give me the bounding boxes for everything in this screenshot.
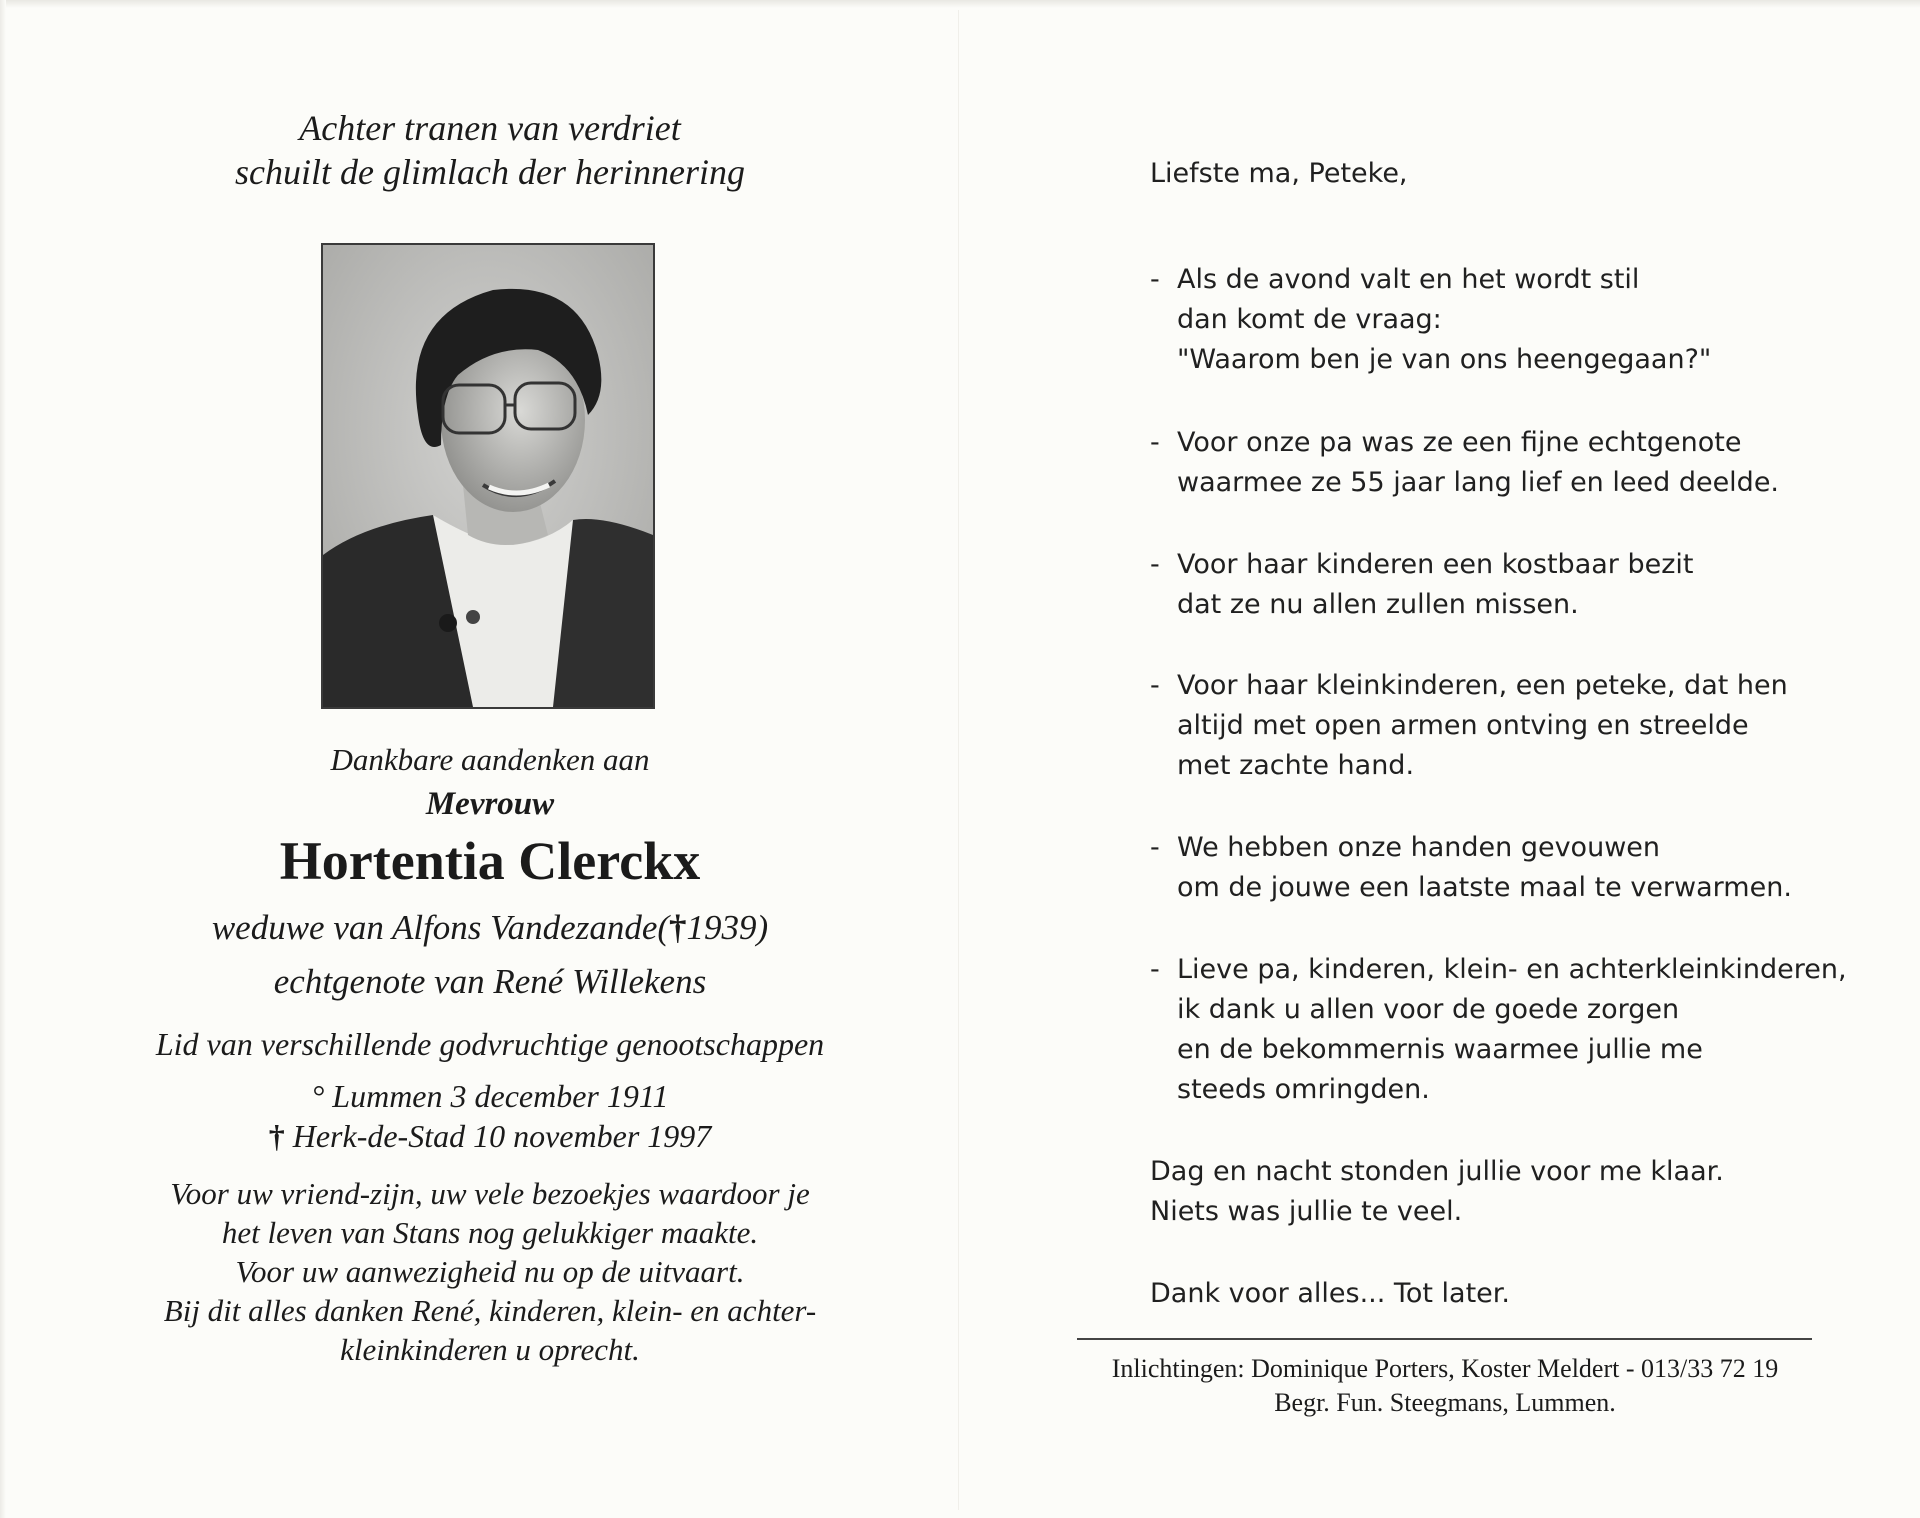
thanks-text bbox=[80, 1174, 900, 1369]
stanza bbox=[1150, 828, 1792, 908]
stanza-line: steeds omringden. bbox=[1177, 1074, 1430, 1105]
stanza-line: ik dank u allen voor de goede zorgen bbox=[1177, 994, 1680, 1025]
thanks-line: het leven van Stans nog gelukkiger maakte. bbox=[221, 1215, 759, 1250]
dash: - bbox=[1150, 832, 1160, 863]
relation-spouse: echtgenote van René Willekens bbox=[273, 962, 707, 1001]
relation-widow-year: 1939) bbox=[686, 908, 769, 947]
stanza-line: waarmee ze 55 jaar lang lief en leed deelde. bbox=[1177, 467, 1780, 498]
portrait-photo bbox=[321, 243, 655, 709]
dash: - bbox=[1150, 264, 1160, 295]
stanza bbox=[1150, 260, 1711, 380]
dash: - bbox=[1150, 670, 1160, 701]
divider bbox=[1077, 1338, 1812, 1340]
farewell: Dank voor alles... Tot later. bbox=[1150, 1278, 1510, 1309]
stanza-line: Als de avond valt en het wordt stil bbox=[1177, 264, 1640, 295]
motto-line: Achter tranen van verdriet bbox=[299, 108, 681, 148]
thanks-line: kleinkinderen u oprecht. bbox=[340, 1332, 640, 1367]
closing-line: Dag en nacht stonden jullie voor me klaar. bbox=[1150, 1156, 1724, 1187]
stanza bbox=[1150, 950, 1847, 1110]
dash: - bbox=[1150, 549, 1160, 580]
stanza-line: dan komt de vraag: bbox=[1177, 304, 1442, 335]
paper-edge-left bbox=[0, 0, 6, 1518]
greeting: Liefste ma, Peteke, bbox=[1150, 158, 1408, 189]
stanza-line: We hebben onze handen gevouwen bbox=[1177, 832, 1660, 863]
card-fold bbox=[958, 10, 959, 1510]
info-block bbox=[1060, 1352, 1830, 1420]
stanza-line: dat ze nu allen zullen missen. bbox=[1177, 589, 1579, 620]
stanza-line: met zachte hand. bbox=[1177, 750, 1415, 781]
stanza-line: Voor onze pa was ze een fijne echtgenote bbox=[1177, 427, 1742, 458]
death-line bbox=[80, 1118, 900, 1155]
relation-widow-text: weduwe van Alfons Vandezande( bbox=[211, 908, 670, 947]
birth-line: ° Lummen 3 december 1911 bbox=[311, 1078, 669, 1114]
stanza-line: Voor haar kleinkinderen, een peteke, dat hen bbox=[1177, 670, 1788, 701]
stanza-line: altijd met open armen ontving en streelde bbox=[1177, 710, 1749, 741]
motto bbox=[80, 106, 900, 194]
thanks-line: Bij dit alles danken René, kinderen, klein- en achter- bbox=[163, 1293, 817, 1328]
left-panel bbox=[80, 0, 900, 1518]
stanza bbox=[1150, 423, 1779, 503]
stanza-line: Voor haar kinderen een kostbaar bezit bbox=[1177, 549, 1694, 580]
stanza-line: "Waarom ben je van ons heengegaan?" bbox=[1177, 344, 1712, 375]
thanks-line: Voor uw vriend-zijn, uw vele bezoekjes waardoor je bbox=[170, 1176, 810, 1211]
death-text: Herk-de-Stad 10 november 1997 bbox=[284, 1118, 712, 1154]
stanza-line: en de bekommernis waarmee jullie me bbox=[1177, 1034, 1703, 1065]
thanks-line: Voor uw aanwezigheid nu op de uitvaart. bbox=[235, 1254, 745, 1289]
portrait-illustration bbox=[323, 245, 653, 707]
closing-line: Niets was jullie te veel. bbox=[1150, 1196, 1463, 1227]
motto-line: schuilt de glimlach der herinnering bbox=[235, 152, 745, 192]
stanza bbox=[1150, 545, 1693, 625]
stanza-line: om de jouwe een laatste maal te verwarmen. bbox=[1177, 872, 1792, 903]
stanza bbox=[1150, 666, 1788, 786]
dash: - bbox=[1150, 427, 1160, 458]
membership: Lid van verschillende godvruchtige genootschappen bbox=[155, 1026, 825, 1062]
cross-icon: † bbox=[268, 1118, 285, 1154]
deceased-name: Hortentia Clerckx bbox=[279, 831, 701, 891]
right-panel bbox=[1150, 0, 1850, 1518]
closing-text bbox=[1150, 1152, 1724, 1232]
salutation: Mevrouw bbox=[425, 786, 555, 822]
info-line: Begr. Fun. Steegmans, Lummen. bbox=[1274, 1388, 1616, 1417]
dash: - bbox=[1150, 954, 1160, 985]
info-line: Inlichtingen: Dominique Porters, Koster Meldert - 013/33 72 19 bbox=[1111, 1354, 1779, 1383]
intro-text: Dankbare aandenken aan bbox=[330, 742, 650, 777]
cross-icon: † bbox=[669, 908, 687, 947]
stanza-line: Lieve pa, kinderen, klein- en achterkleinkinderen, bbox=[1177, 954, 1847, 985]
relation-widow bbox=[80, 908, 900, 948]
